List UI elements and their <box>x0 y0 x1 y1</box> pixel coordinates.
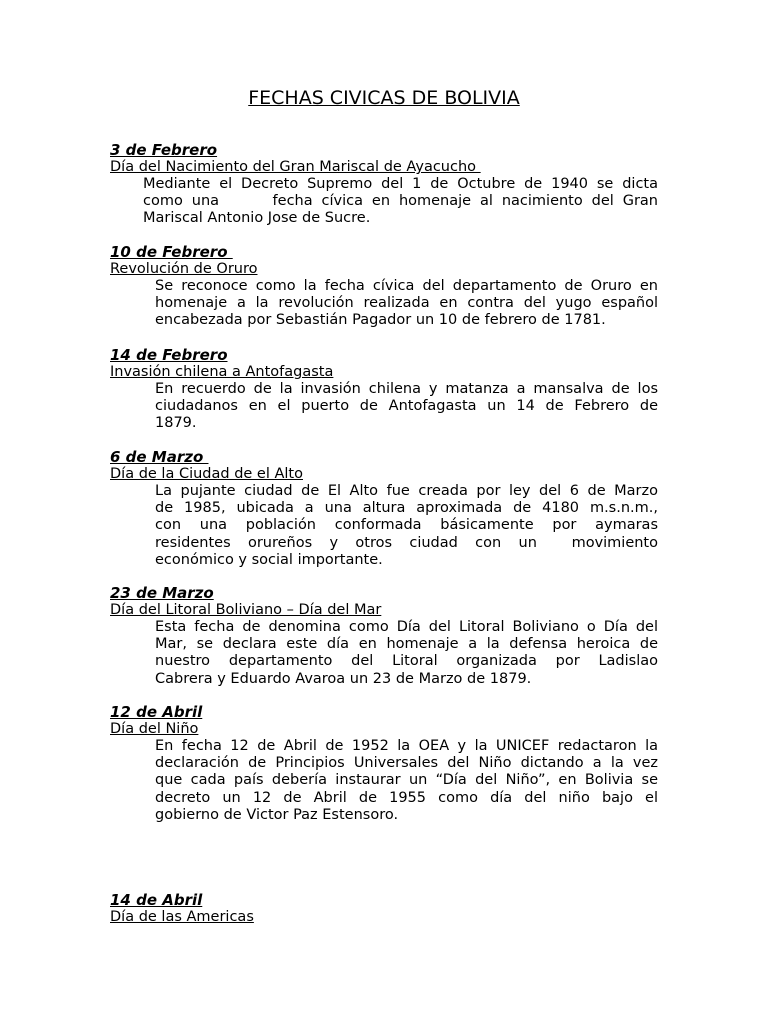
description-line: Mariscal Antonio Jose de Sucre. <box>143 210 371 227</box>
entry-description <box>110 619 658 688</box>
entry-date: 14 de Abril <box>110 891 203 909</box>
entry-date: 12 de Abril <box>110 703 203 721</box>
description-line: Cabrera y Eduardo Avaroa un 23 de Marzo de 1879. <box>155 670 532 687</box>
entry-14-febrero <box>110 347 658 433</box>
entry-date: 14 de Febrero <box>110 346 228 364</box>
description-line: económico y social importante. <box>155 551 383 568</box>
description-line: decreto un 12 de Abril de 1955 como día del niño bajo el <box>155 789 658 806</box>
entry-name: Día del Niño <box>110 721 199 737</box>
document-title: FECHAS CIVICAS DE BOLIVIA <box>248 87 520 109</box>
entry-description <box>110 278 658 330</box>
description-line: homenaje a la revolución realizada en contra del yugo español <box>155 295 658 312</box>
description-line: declaración de Principios Universales del Niño dictando a la vez <box>155 755 658 772</box>
description-line: Esta fecha de denomina como Día del Litoral Boliviano o Día del <box>155 619 658 635</box>
description-line: Mar, se declara este día en homenaje a la defensa heroica de <box>155 636 658 653</box>
entry-10-febrero <box>110 244 658 330</box>
entry-23-marzo <box>110 585 658 688</box>
entry-date: 3 de Febrero <box>110 141 218 159</box>
entry-date: 10 de Febrero <box>110 243 233 261</box>
description-line: residentes orureños y otros ciudad con un movimiento <box>155 534 658 551</box>
description-line: 1879. <box>155 415 197 432</box>
description-line: Mediante el Decreto Supremo del 1 de Octubre de 1940 se dicta <box>143 176 658 192</box>
description-line: ciudadanos en el puerto de Antofagasta un 14 de Febrero de <box>155 398 658 415</box>
entry-12-abril <box>110 704 658 824</box>
entry-3-febrero <box>110 142 658 228</box>
description-line: La pujante ciudad de El Alto fue creada por ley del 6 de Marzo <box>155 483 658 499</box>
entry-name: Revolución de Oruro <box>110 261 258 277</box>
description-line: En recuerdo de la invasión chilena y matanza a mansalva de los <box>155 381 658 397</box>
entry-14-abril <box>110 892 658 926</box>
description-line: como una fecha cívica en homenaje al nacimiento del Gran <box>143 193 658 210</box>
description-line: Se reconoce como la fecha cívica del departamento de Oruro en <box>155 278 658 294</box>
description-line: con una población conformada básicamente por aymaras <box>155 517 658 534</box>
description-line: nuestro departamento del Litoral organizada por Ladislao <box>155 653 658 670</box>
entry-description <box>110 381 658 433</box>
entry-name: Día del Litoral Boliviano – Día del Mar <box>110 602 382 618</box>
entry-name: Invasión chilena a Antofagasta <box>110 364 334 380</box>
description-line: encabezada por Sebastián Pagador un 10 de febrero de 1781. <box>155 312 606 329</box>
description-line: gobierno de Victor Paz Estensoro. <box>155 806 399 823</box>
entry-date: 6 de Marzo <box>110 448 209 466</box>
description-line: de 1985, ubicada a una altura aproximada de 4180 m.s.n.m., <box>155 500 658 517</box>
entry-description <box>110 738 658 824</box>
entry-name: Día del Nacimiento del Gran Mariscal de Ayacucho <box>110 159 481 175</box>
entry-description <box>110 483 658 569</box>
entry-6-marzo <box>110 449 658 569</box>
description-line: que cada país debería instaurar un “Día del Niño”, en Bolivia se <box>155 772 658 789</box>
entry-date: 23 de Marzo <box>110 584 214 602</box>
entry-name: Día de la Ciudad de el Alto <box>110 466 303 482</box>
entry-name: Día de las Americas <box>110 909 254 925</box>
description-line: En fecha 12 de Abril de 1952 la OEA y la UNICEF redactaron la <box>155 738 658 754</box>
entry-description <box>110 176 658 228</box>
